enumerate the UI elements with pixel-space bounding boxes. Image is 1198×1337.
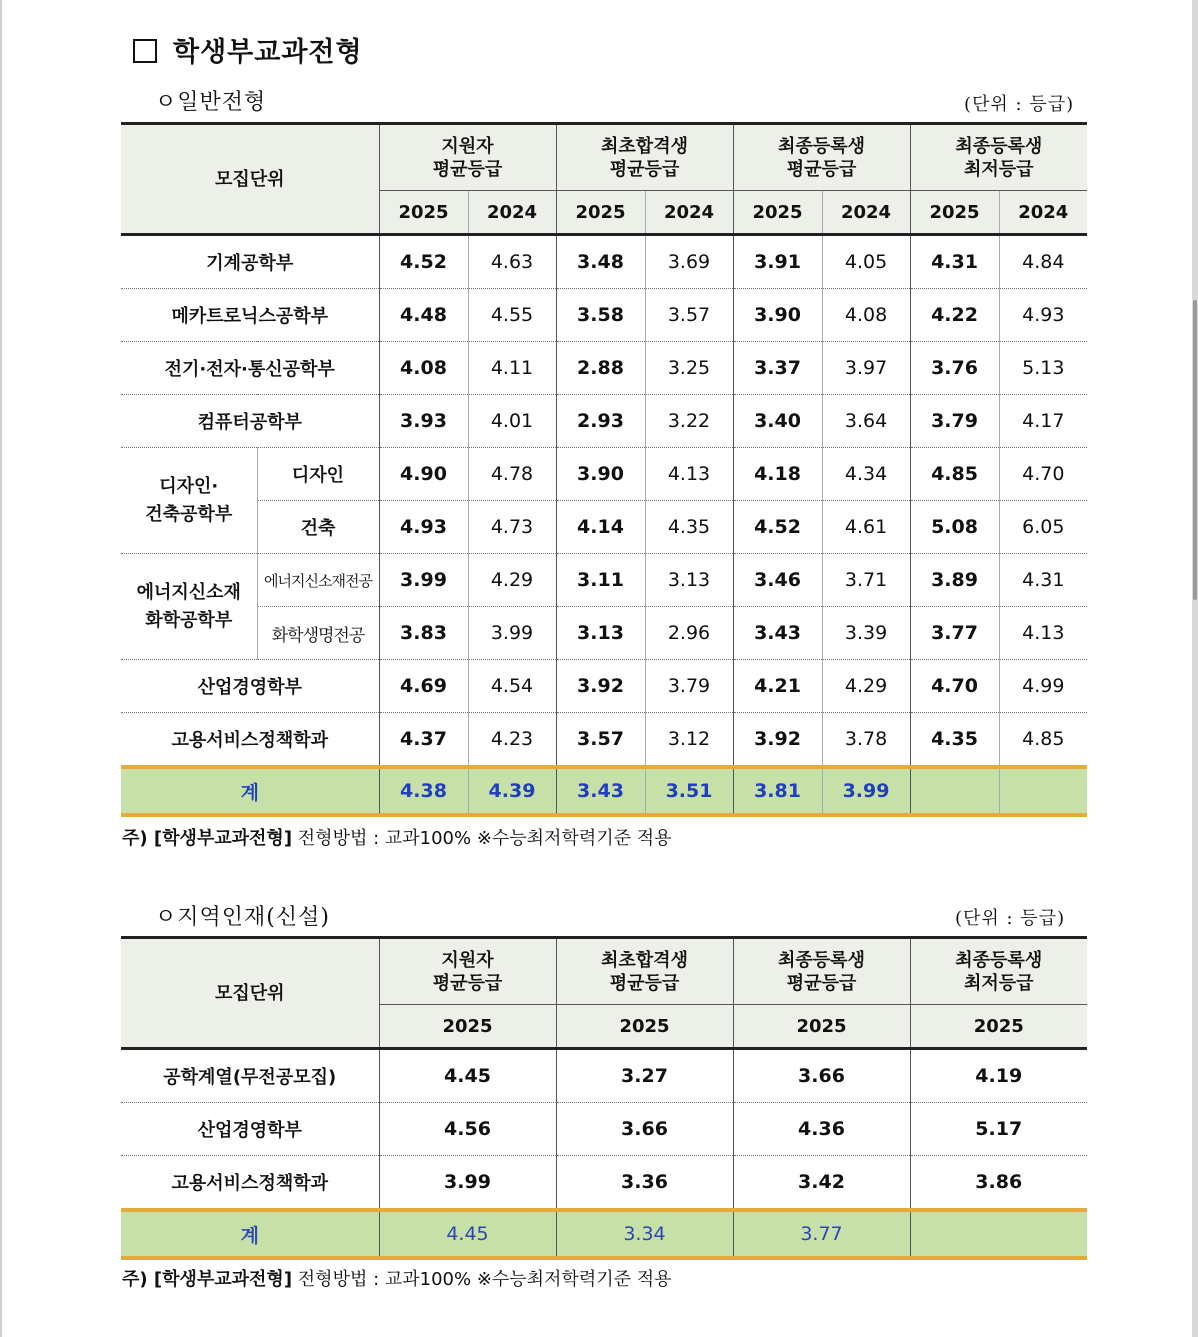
table-row (121, 607, 1087, 660)
cell: 4.34 (822, 448, 910, 501)
year-header: 2025 (733, 1005, 910, 1049)
year-header: 2025 (910, 191, 999, 235)
cell: 3.93 (379, 395, 468, 448)
cell: 4.90 (379, 448, 468, 501)
cell: 4.23 (468, 713, 556, 768)
cell: 4.18 (733, 448, 822, 501)
cell: 4.14 (556, 501, 645, 554)
cell: 4.01 (468, 395, 556, 448)
row-label: 메카트로닉스공학부 (121, 289, 379, 342)
row-label: 고용서비스정책학과 (171, 730, 328, 751)
section2-title: ㅇ지역인재(신설) (155, 905, 330, 930)
cell: 3.89 (910, 554, 999, 607)
table-row (121, 235, 1087, 289)
cell: 3.79 (910, 395, 999, 448)
cell: 3.64 (822, 395, 910, 448)
col-header-group-2: 최초합격생 평균등급 (556, 938, 733, 1005)
cell: 3.76 (910, 342, 999, 395)
cell: 3.90 (556, 448, 645, 501)
table-row (121, 289, 1087, 342)
cell: 4.52 (733, 501, 822, 554)
cell: 4.93 (999, 289, 1087, 342)
cell: 4.31 (910, 235, 999, 289)
cell: 3.78 (822, 713, 910, 768)
cell: 4.78 (468, 448, 556, 501)
total-row (121, 1210, 1087, 1258)
year-header: 2024 (468, 191, 556, 235)
cell: 4.45 (379, 1049, 556, 1103)
col-header-unit: 모집단위 (121, 938, 379, 1049)
cell: 2.88 (556, 342, 645, 395)
cell: 3.99 (468, 607, 556, 660)
row-label: 공학계열(무전공모집) (121, 1049, 379, 1103)
col-header-group-3: 최종등록생 평균등급 (733, 124, 910, 191)
cell: 3.91 (733, 235, 822, 289)
page-left-edge (0, 0, 2, 1337)
cell: 3.90 (733, 289, 822, 342)
total-cell: 4.39 (468, 767, 556, 815)
group-label-energy: 에너지신소재 화학공학부 (121, 554, 257, 660)
cell: 4.08 (822, 289, 910, 342)
table-row (121, 1156, 1087, 1211)
cell: 4.54 (468, 660, 556, 713)
cell: 4.31 (999, 554, 1087, 607)
cell: 3.11 (556, 554, 645, 607)
total-cell: 3.51 (645, 767, 733, 815)
table-row (121, 1049, 1087, 1103)
cell: 4.21 (733, 660, 822, 713)
col-header-group-2: 최초합격생 평균등급 (556, 124, 733, 191)
cell: 3.58 (556, 289, 645, 342)
cell: 4.61 (822, 501, 910, 554)
total-cell (999, 767, 1087, 815)
cell: 3.27 (556, 1049, 733, 1103)
cell: 4.22 (910, 289, 999, 342)
sub-label: 화학생명전공 (257, 607, 379, 660)
cell: 4.70 (999, 448, 1087, 501)
cell: 3.66 (733, 1049, 910, 1103)
total-cell: 3.99 (822, 767, 910, 815)
row-label: 기계공학부 (121, 235, 379, 289)
cell: 3.36 (556, 1156, 733, 1211)
section2-unit: (단위 : 등급) (955, 908, 1066, 929)
cell: 4.69 (379, 660, 468, 713)
cell: 3.39 (822, 607, 910, 660)
row-label: 산업경영학부 (121, 1103, 379, 1156)
cell: 4.29 (822, 660, 910, 713)
cell: 3.42 (733, 1156, 910, 1211)
table-row (121, 448, 1087, 501)
cell: 3.22 (645, 395, 733, 448)
cell: 4.35 (910, 713, 999, 768)
cell: 3.57 (556, 713, 645, 768)
year-header: 2025 (556, 191, 645, 235)
table-row (121, 501, 1087, 554)
year-header: 2024 (999, 191, 1087, 235)
regional-talent-table (121, 936, 1087, 1260)
row-label: 산업경영학부 (121, 660, 379, 713)
cell: 3.77 (910, 607, 999, 660)
cell: 5.17 (910, 1103, 1087, 1156)
total-label: 계 (121, 1210, 379, 1258)
section1-title: ㅇ일반전형 (155, 90, 267, 115)
year-header: 2025 (379, 191, 468, 235)
col-header-group-4: 최종등록생 최저등급 (910, 124, 1087, 191)
cell: 3.86 (910, 1156, 1087, 1211)
table-row (121, 660, 1087, 713)
cell: 4.99 (999, 660, 1087, 713)
cell: 3.99 (379, 1156, 556, 1211)
cell: 2.96 (645, 607, 733, 660)
table-row (121, 342, 1087, 395)
cell: 4.05 (822, 235, 910, 289)
page-scroll-edge[interactable] (1192, 0, 1198, 1337)
cell: 3.92 (556, 660, 645, 713)
page-title (133, 30, 363, 69)
year-header: 2025 (379, 1005, 556, 1049)
general-admission-table (121, 122, 1087, 817)
cell: 3.57 (645, 289, 733, 342)
col-header-group-4: 최종등록생 최저등급 (910, 938, 1087, 1005)
cell: 3.92 (733, 713, 822, 768)
total-cell: 3.43 (556, 767, 645, 815)
table-row (121, 395, 1087, 448)
cell: 4.13 (645, 448, 733, 501)
cell: 4.55 (468, 289, 556, 342)
total-cell (910, 767, 999, 815)
cell: 3.25 (645, 342, 733, 395)
sub-label: 디자인 (257, 448, 379, 501)
col-header-group-1: 지원자 평균등급 (379, 938, 556, 1005)
col-header-group-1: 지원자 평균등급 (379, 124, 556, 191)
cell: 3.48 (556, 235, 645, 289)
table-row (121, 713, 1087, 768)
cell: 4.29 (468, 554, 556, 607)
col-header-unit: 모집단위 (121, 124, 379, 235)
page-title-text: 학생부교과전형 (173, 37, 363, 68)
cell: 5.13 (999, 342, 1087, 395)
year-header: 2025 (556, 1005, 733, 1049)
total-row (121, 767, 1087, 815)
year-header: 2025 (733, 191, 822, 235)
row-label: 고용서비스정책학과 (171, 1173, 328, 1194)
cell: 5.08 (910, 501, 999, 554)
cell: 4.19 (910, 1049, 1087, 1103)
total-cell: 3.81 (733, 767, 822, 815)
cell: 3.66 (556, 1103, 733, 1156)
section1-note: 주) [학생부교과전형] 전형방법 : 교과100% ※수능최저학력기준 적용 (122, 828, 672, 849)
group-label-design: 디자인· 건축공학부 (121, 448, 257, 554)
cell: 6.05 (999, 501, 1087, 554)
cell: 4.85 (999, 713, 1087, 768)
total-cell: 3.77 (733, 1210, 910, 1258)
cell: 3.13 (556, 607, 645, 660)
cell: 4.93 (379, 501, 468, 554)
total-cell: 4.45 (379, 1210, 556, 1258)
cell: 4.36 (733, 1103, 910, 1156)
sub-label: 에너지신소재전공 (257, 554, 379, 607)
cell: 3.79 (645, 660, 733, 713)
cell: 3.83 (379, 607, 468, 660)
year-header: 2024 (645, 191, 733, 235)
cell: 3.43 (733, 607, 822, 660)
cell: 3.99 (379, 554, 468, 607)
total-label: 계 (121, 767, 379, 815)
cell: 4.37 (379, 713, 468, 768)
table-row (121, 1103, 1087, 1156)
cell: 4.73 (468, 501, 556, 554)
cell: 4.08 (379, 342, 468, 395)
cell: 4.11 (468, 342, 556, 395)
cell: 3.40 (733, 395, 822, 448)
cell: 3.46 (733, 554, 822, 607)
scroll-handle[interactable] (1193, 300, 1197, 600)
cell: 3.12 (645, 713, 733, 768)
total-cell (910, 1210, 1087, 1258)
cell: 4.52 (379, 235, 468, 289)
sub-label: 건축 (257, 501, 379, 554)
year-header: 2024 (822, 191, 910, 235)
cell: 4.63 (468, 235, 556, 289)
total-cell: 4.38 (379, 767, 468, 815)
cell: 4.70 (910, 660, 999, 713)
cell: 3.13 (645, 554, 733, 607)
cell: 4.35 (645, 501, 733, 554)
section2-note: 주) [학생부교과전형] 전형방법 : 교과100% ※수능최저학력기준 적용 (122, 1269, 672, 1290)
row-label: 컴퓨터공학부 (121, 395, 379, 448)
cell: 4.84 (999, 235, 1087, 289)
cell: 4.85 (910, 448, 999, 501)
cell: 4.17 (999, 395, 1087, 448)
row-label: 전기·전자·통신공학부 (121, 342, 379, 395)
total-cell: 3.34 (556, 1210, 733, 1258)
cell: 3.97 (822, 342, 910, 395)
section1-unit: (단위 : 등급) (964, 94, 1075, 115)
cell: 2.93 (556, 395, 645, 448)
cell: 3.71 (822, 554, 910, 607)
cell: 4.56 (379, 1103, 556, 1156)
year-header: 2025 (910, 1005, 1087, 1049)
table-row (121, 554, 1087, 607)
cell: 3.69 (645, 235, 733, 289)
cell: 4.13 (999, 607, 1087, 660)
col-header-group-3: 최종등록생 평균등급 (733, 938, 910, 1005)
checkbox-square-icon (133, 39, 157, 63)
cell: 4.48 (379, 289, 468, 342)
cell: 3.37 (733, 342, 822, 395)
